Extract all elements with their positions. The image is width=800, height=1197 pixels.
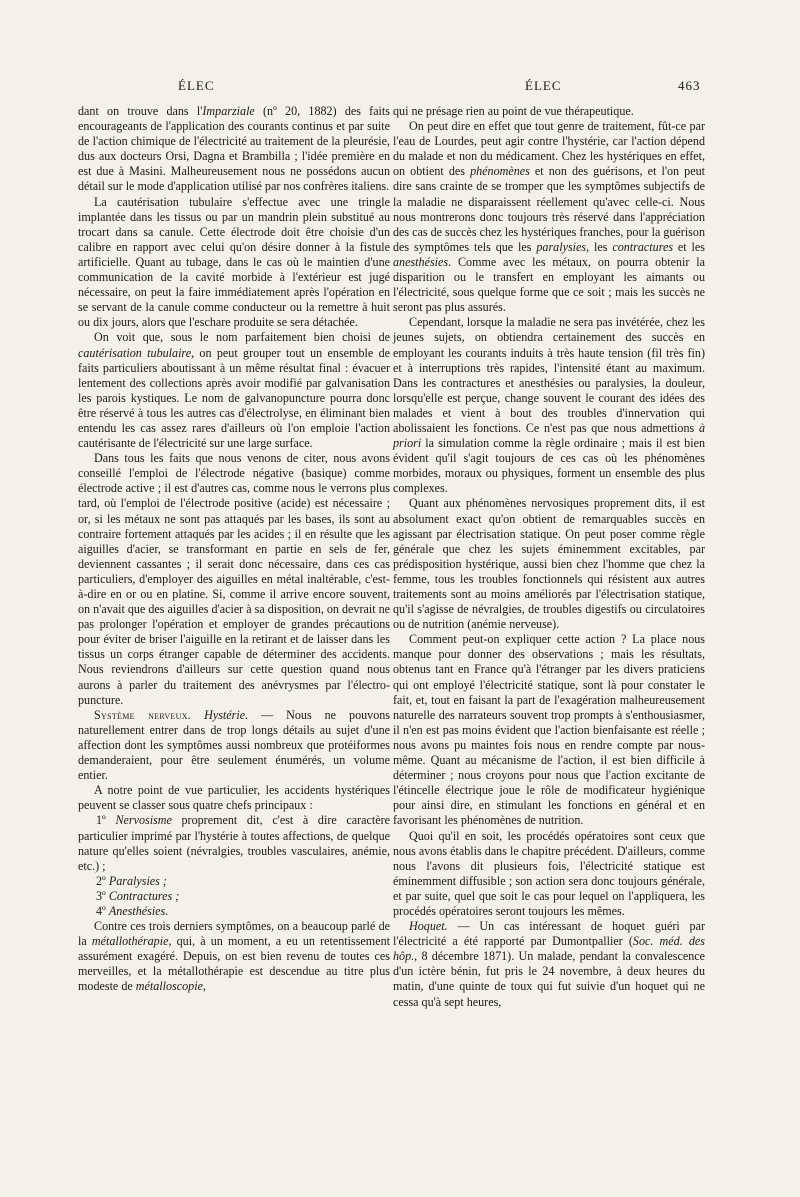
italic-run: Paralysies ; xyxy=(108,873,167,888)
paragraph xyxy=(78,195,390,331)
text-run: Contre ces trois derniers symptômes, on a beaucoup parlé de la xyxy=(78,919,390,949)
text-run: , les xyxy=(586,239,613,254)
italic-run: contractures xyxy=(612,239,674,254)
paragraph xyxy=(78,104,390,195)
section-heading-run: Système nerveux. xyxy=(94,707,192,722)
text-run xyxy=(191,708,204,722)
text-run: 4º xyxy=(96,903,109,918)
text-run: . Comme avec les métaux, on pourra obtenir la disparition ou le transfert en employant les aimants ou l'électricité, sous quelque forme que ce soit ; mais les succès ne seront pas plus assurés. xyxy=(393,254,705,315)
italic-run: métalloscopie xyxy=(135,979,203,994)
text-run: — Un cas intéressant de hoquet guéri par l'électricité a été rapporté par Dumontpallier ( xyxy=(393,919,705,949)
text-run: Comment peut-on expliquer cette action ? La place nous manque pour donner des observations ; mais les résultats, obtenus tant en France qu'à l'étranger par les divers praticiens qui ont employé l'électricité statique, sont là pour constater le fait, et, tout en faisant la part de l'exagération malheureusement naturelle des narrateurs souvent trop prompts à s'enthousiasmer, il n'en est pas moins évident que l'action bienfaisante est réelle ; nous avons pu maintes fois nous en rendre compte par nous-même. Quant au mécanisme de l'action, il est bien difficile à déterminer ; nous croyons pour nous que l'action excitante de l'étincelle électrique joue le rôle de modificateur hygiénique pour ainsi dire, en stimulant les fonctions en général et en favorisant les phénomènes de nutrition. xyxy=(393,632,705,828)
text-run: A notre point de vue particulier, les accidents hystériques peuvent se classer sous quatre chefs principaux : xyxy=(78,783,390,813)
italic-run: métallothérapie xyxy=(91,934,169,949)
paragraph xyxy=(78,813,390,873)
paragraph xyxy=(78,919,390,994)
text-run: 3º xyxy=(96,888,109,903)
italic-run: Imparziale xyxy=(202,104,255,118)
paragraph xyxy=(78,783,390,813)
italic-run: phénomènes xyxy=(470,164,530,179)
italic-run: paralysies xyxy=(536,239,587,254)
text-run: dant on trouve dans l' xyxy=(78,104,203,118)
right-text-column xyxy=(393,104,705,1010)
text-run: , on peut grouper tout un ensemble de faits particuliers aboutissant à un même résultat final : évacuer lentement des collections après avoir modifié par galvanisation les parois kystiques. Le nom de galvanopuncture pourra donc être réservé à tous les autres cas d'électrolyse, en éliminant bien entendu les cas assez rares d'ailleurs où l'on emploie l'action cautérisante de l'électricité sur une large surface. xyxy=(78,345,390,451)
text-run: la simulation comme la règle ordinaire ; mais il est bien évident qu'il s'agit toujours de ces cas où les phénomènes morbides, moraux ou physiques, forment un ensemble des plus complexes. xyxy=(393,436,705,496)
italic-run: Anesthésies. xyxy=(108,903,169,918)
italic-run: Nervosisme xyxy=(115,813,172,828)
text-run: et les xyxy=(673,239,705,254)
text-run: , xyxy=(202,979,206,994)
left-text-column xyxy=(78,104,390,995)
page-number: 463 xyxy=(678,78,701,93)
text-run: qui ne présage rien au point de vue thérapeutique. xyxy=(393,104,634,118)
text-run: 2º xyxy=(96,873,109,888)
paragraph xyxy=(393,919,705,1010)
paragraph xyxy=(393,104,705,119)
text-run: , 8 décembre 1871). Un malade, pendant la convalescence d'un ictère bénin, fut pris le 24 novembre, à deux heures du matin, d'une quinte de toux qui fut suivie d'un hoquet qui ne cessa qu'à sept heures, xyxy=(393,949,705,1009)
running-head-center: ÉLEC xyxy=(525,78,562,93)
text-run: On voit que, sous le nom parfaitement bien choisi de xyxy=(94,330,390,345)
text-run: Cependant, lorsque la maladie ne sera pas invétérée, chez les jeunes sujets, on obtiendra certainement des succès en employant les courants induits à très haute tension (fil très fin) et à interruptions très rapides, l'intensité étant au maximum. Dans les contractures et anesthésies ou paralysies, la douleur, lorsqu'elle est perçue, change souvent le courant des idées des malades et vient à bout des troubles d'innervation qui abolissaient les fonctions. Ce n'est pas que nous admettions xyxy=(393,315,705,435)
text-run: La cautérisation tubulaire s'effectue avec une tringle implantée dans les tissus ou par un mandrin plein substitué au trocart dans sa canule. Cette électrode doit être choisie d'un calibre en rapport avec celui qu'on désire donner à la fistule artificielle. Quant au tubage, dans le cas où le maintien d'une communication de la cavité morbide à l'extérieur est jugé nécessaire, on peut la faire immédiatement après l'opération en se servant de la canule comme conducteur ou la remettre à huit ou dix jours, alors que l'eschare produite se sera détachée. xyxy=(78,194,390,330)
text-run: On peut dire en effet que tout genre de traitement, fût-ce par l'eau de Lourdes, peut agir contre l'hystérie, car l'action dépend du malade et non du médicament. Chez les hystériques en effet, on obtient des xyxy=(393,119,705,179)
text-run: , qui, à un moment, a eu un retentissement assurément exagéré. Depuis, on est bien revenu de toutes ces merveilles, et la métallothérapie est descendue au titre plus modeste de xyxy=(78,934,390,994)
paragraph xyxy=(78,874,390,889)
text-run: proprement dit, c'est à dire caractère particulier imprimé par l'hystérie à toutes affections, de quelque nature qu'elles soient (névralgies, troubles vasculaires, anémie, etc.) ; xyxy=(78,813,390,873)
text-run: 1º xyxy=(96,813,116,828)
italic-run: cautérisation tubulaire xyxy=(78,345,192,360)
paragraph xyxy=(78,330,390,451)
paragraph xyxy=(393,315,705,496)
paragraph xyxy=(393,119,705,315)
running-header xyxy=(0,78,800,100)
italic-run: Hystérie. xyxy=(204,707,249,722)
running-head-left: ÉLEC xyxy=(178,78,215,93)
paragraph xyxy=(78,451,390,708)
paragraph xyxy=(78,708,390,783)
italic-run: anesthésies xyxy=(393,254,449,269)
italic-run: Hoquet. xyxy=(409,919,448,934)
text-run: Quoi qu'il en soit, les procédés opératoires sont ceux que nous avons établis dans le chapitre précédent. D'ailleurs, comme nous l'avons dit plusieurs fois, l'électricité statique est éminemment diffusible ; son action sera donc toujours générale, et par suite, quel que soit le cas pour lequel on l'appliquera, les procédés opératoires seront toujours les mêmes. xyxy=(393,828,705,918)
text-run: (nº 20, 1882) des faits encourageants de l'application des courants continus et par suite de l'action chimique de l'électricité au traitement de la pleurésie, dus aux docteurs Orsi, Dagna et Brambilla ; l'idée première en est due à Masini. Malheureusement nous ne possédons aucun détail sur le mode d'application utilisé par nos confrères italiens. xyxy=(78,104,390,194)
paragraph xyxy=(393,829,705,920)
italic-run: Contractures ; xyxy=(108,888,180,903)
paragraph xyxy=(78,904,390,919)
paragraph xyxy=(393,632,705,828)
italic-run: à priori xyxy=(393,420,705,451)
text-run: — Nous ne pouvons naturellement entrer dans de trop longs détails au sujet d'une affection dont les symptômes aussi nombreux que protéiformes demanderaient, pour être seulement énumérés, un volume entier. xyxy=(78,707,391,783)
italic-run: Soc. méd. des hôp. xyxy=(393,934,705,964)
paragraph xyxy=(393,496,705,632)
text-run: Quant aux phénomènes nervosiques proprement dits, il est absolument exact qu'on obtient de remarquables succès en agissant par électrisation statique. On peut poser comme règle générale que chez les sujets éminemment excitables, par prédisposition hystérique, aussi bien chez l'homme que chez la femme, tous les troubles fonctionnels qui résistent aux autres traitements sont au moins améliorés par l'électrisation statique, qu'il s'agisse de névralgies, de troubles digestifs ou circulatoires ou de nutrition (anémie nerveuse). xyxy=(393,496,705,632)
text-run: Dans tous les faits que nous venons de citer, nous avons conseillé l'emploi de l'électrode négative (basique) comme électrode active ; il est d'autres cas, comme nous le verrons plus tard, où l'emploi de l'électrode positive (acide) est nécessaire ; or, si les métaux ne sont pas attaqués par les bases, ils sont au contraire fortement attaqués par les acides ; il en résulte que les aiguilles d'acier, se transformant en partie en sels de fer, deviennent cassantes ; il serait donc nécessaire, dans ces cas particuliers, d'employer des aiguilles en métal inaltérable, c'est-à-dire en or ou en platine. Si, comme il arrive encore souvent, on n'avait que des aiguilles d'acier à sa disposition, on devrait ne pas prolonger l'opération et employer de grandes précautions pour éviter de briser l'aiguille en la retirant et de laisser dans les tissus un corps étranger capable de déterminer des accidents. Nous reviendrons d'ailleurs sur cette question quand nous aurons à parler du traitement des anévrysmes par l'électro-puncture. xyxy=(78,451,390,707)
paragraph xyxy=(78,889,390,904)
text-run: et non des guérisons, et l'on peut dire sans crainte de se tromper que les symptômes subjectifs de la maladie ne disparaissent réellement qu'avec celle-ci. Nous nous montrerons donc toujours très réservé dans l'appréciation des cas de succès chez les hystériques franches, pour la guérison des symptômes tels que les xyxy=(393,164,705,254)
